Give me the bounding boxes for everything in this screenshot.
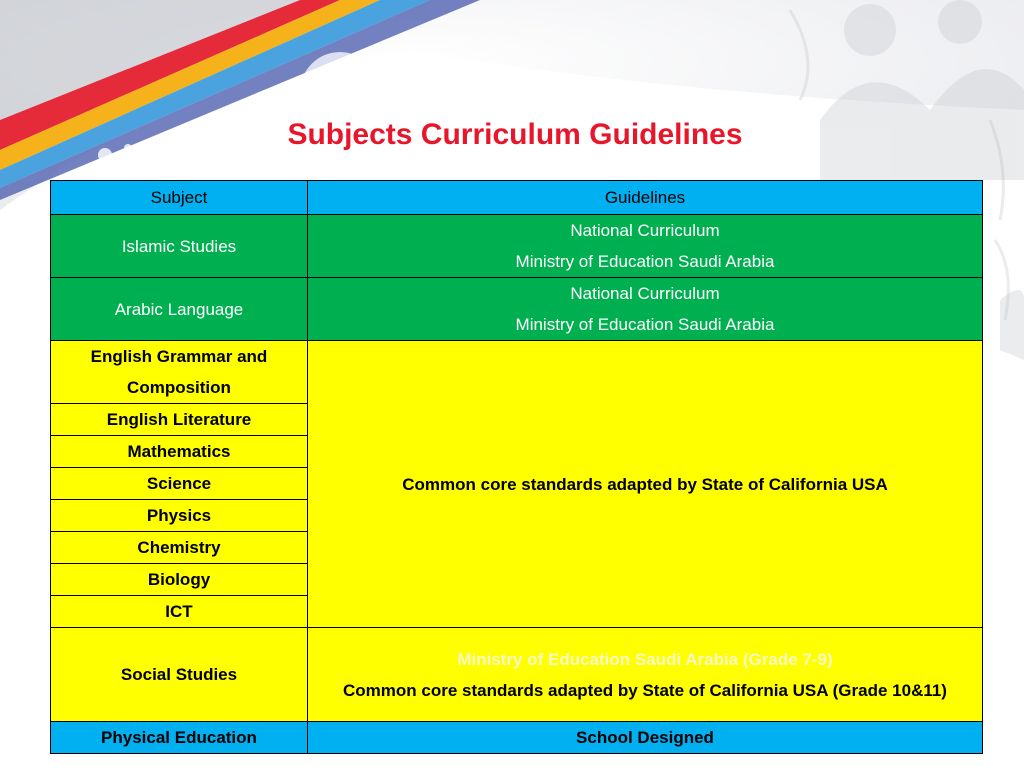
subject-cell: Physics (51, 500, 308, 532)
subject-cell: English Literature (51, 404, 308, 436)
guideline-cell-common-core: Common core standards adapted by State of California USA (308, 341, 983, 628)
subject-cell: Arabic Language (51, 278, 308, 341)
guideline-line: Common core standards adapted by State of California USA (Grade 10&11) (343, 680, 947, 700)
slide-title: Subjects Curriculum Guidelines (287, 118, 743, 151)
table-header-row (51, 181, 983, 215)
subject-cell: Biology (51, 564, 308, 596)
subject-cell: English Grammar and Composition (51, 341, 308, 404)
table-row-arabic-language (51, 278, 983, 341)
subject-cell: Islamic Studies (51, 215, 308, 278)
guideline-cell: School Designed (308, 722, 983, 754)
header-subject: Subject (51, 181, 308, 215)
subject-cell: Physical Education (51, 722, 308, 754)
subject-cell: Mathematics (51, 436, 308, 468)
guideline-cell (308, 628, 983, 722)
guideline-cell (308, 215, 983, 278)
header-guidelines: Guidelines (308, 181, 983, 215)
guideline-line: Ministry of Education Saudi Arabia (515, 315, 775, 334)
subject-cell: Science (51, 468, 308, 500)
table-row-physical-education (51, 722, 983, 754)
subject-cell: Social Studies (51, 628, 308, 722)
table-row-social-studies (51, 628, 983, 722)
guideline-line: National Curriculum (570, 221, 720, 240)
guideline-line: National Curriculum (570, 284, 720, 303)
table-row (51, 341, 983, 404)
table-row-islamic-studies (51, 215, 983, 278)
guideline-line-faint: Ministry of Education Saudi Arabia (Grade 7-9) (457, 649, 833, 669)
subject-cell: ICT (51, 596, 308, 628)
guideline-cell (308, 278, 983, 341)
guideline-line: Ministry of Education Saudi Arabia (515, 252, 775, 271)
curriculum-table (50, 180, 983, 754)
subject-cell: Chemistry (51, 532, 308, 564)
